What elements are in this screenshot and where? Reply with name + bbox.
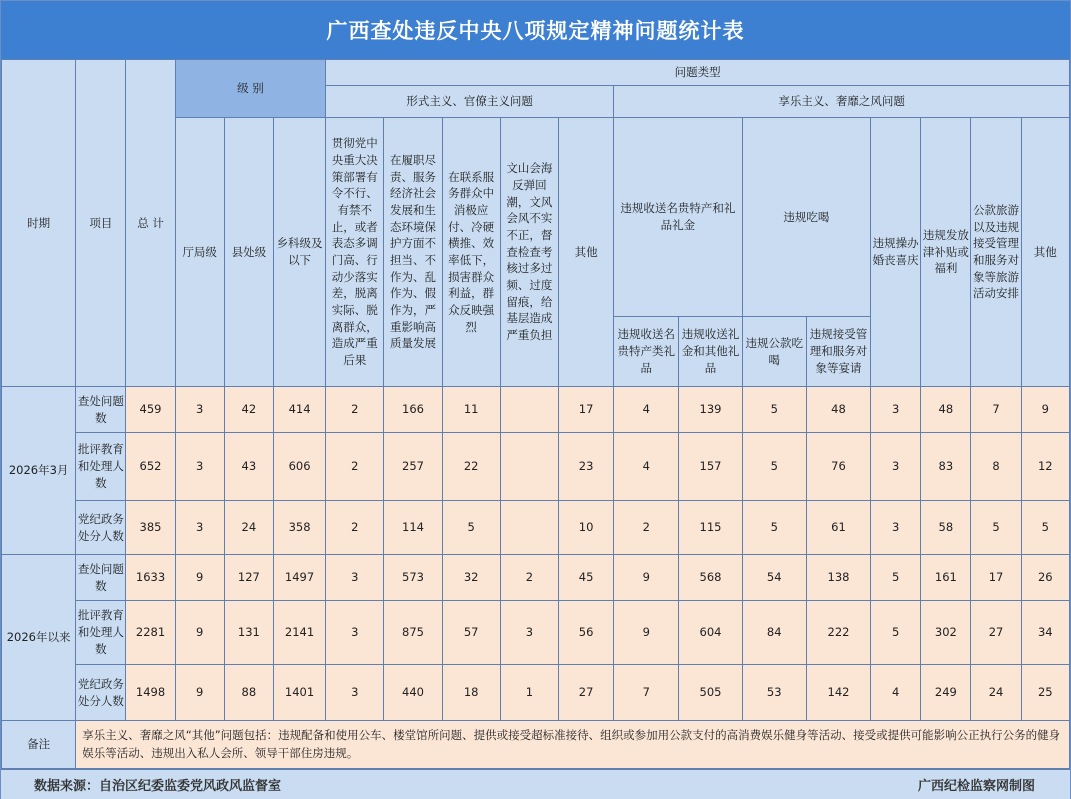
value-cell: 48 [921,387,971,433]
value-cell: 2 [614,501,679,555]
value-cell: 3 [871,501,921,555]
value-cell: 161 [921,555,971,601]
value-cell: 139 [679,387,742,433]
value-cell: 76 [806,433,870,501]
period-cell: 2026年以来 [2,555,76,721]
header-formalism-3: 在联系服务群众中消极应付、冷硬横推、效率低下，损害群众利益，群众反映强烈 [442,118,500,387]
value-cell: 249 [921,665,971,721]
stats-table [1,59,1070,769]
value-cell: 53 [742,665,806,721]
notes-row [2,721,1070,769]
footer [1,769,1070,799]
value-cell: 22 [442,433,500,501]
header-formalism-other: 其他 [558,118,613,387]
value-cell: 3 [175,501,224,555]
value-cell: 1498 [126,665,175,721]
notes-label: 备注 [2,721,76,769]
value-cell: 1633 [126,555,175,601]
header-total: 总 计 [126,60,175,387]
value-cell: 4 [871,665,921,721]
value-cell: 302 [921,601,971,665]
header-item: 项目 [76,60,126,387]
value-cell: 5 [1021,501,1069,555]
value-cell: 9 [614,555,679,601]
table-row [2,501,1070,555]
page-title: 广西查处违反中央八项规定精神问题统计表 [326,19,745,43]
value-cell: 9 [175,555,224,601]
value-cell: 459 [126,387,175,433]
header-gift-specialty: 违规收送名贵特产类礼品 [614,317,679,387]
header-hedonism: 享乐主义、奢靡之风问题 [614,86,1070,118]
value-cell: 56 [558,601,613,665]
value-cell: 505 [679,665,742,721]
value-cell: 10 [558,501,613,555]
value-cell: 24 [971,665,1021,721]
value-cell [500,501,558,555]
item-cell: 党纪政务处分人数 [76,665,126,721]
value-cell: 5 [742,387,806,433]
value-cell: 5 [971,501,1021,555]
header-gift-cash: 违规收送礼金和其他礼品 [679,317,742,387]
value-cell: 84 [742,601,806,665]
header-formalism: 形式主义、官僚主义问题 [326,86,614,118]
table-row [2,555,1070,601]
value-cell: 440 [384,665,442,721]
value-cell: 568 [679,555,742,601]
value-cell: 114 [384,501,442,555]
value-cell: 2141 [273,601,325,665]
header-level-group: 级 别 [175,60,326,118]
value-cell: 573 [384,555,442,601]
value-cell: 3 [871,387,921,433]
value-cell: 61 [806,501,870,555]
value-cell: 27 [971,601,1021,665]
table-row [2,433,1070,501]
value-cell: 3 [175,387,224,433]
value-cell: 26 [1021,555,1069,601]
value-cell: 4 [614,433,679,501]
value-cell: 11 [442,387,500,433]
value-cell: 24 [224,501,273,555]
value-cell: 34 [1021,601,1069,665]
value-cell: 166 [384,387,442,433]
table-row [2,601,1070,665]
header-hedonism-wedding: 违规操办婚丧喜庆 [871,118,921,387]
value-cell: 54 [742,555,806,601]
value-cell: 1 [500,665,558,721]
value-cell: 5 [871,601,921,665]
data-source: 数据来源：自治区纪委监委党风政风监督室 [34,779,282,794]
value-cell: 127 [224,555,273,601]
value-cell: 88 [224,665,273,721]
value-cell: 222 [806,601,870,665]
item-cell: 查处问题数 [76,387,126,433]
header-level-xiang: 乡科级及以下 [273,118,325,387]
item-cell: 批评教育和处理人数 [76,433,126,501]
value-cell: 257 [384,433,442,501]
value-cell: 385 [126,501,175,555]
header-problem-type: 问题类型 [326,60,1070,86]
notes-text: 享乐主义、奢靡之风“其他”问题包括：违规配备和使用公车、楼堂馆所问题、提供或接受超标准接待、组织或参加用公款支付的高消费娱乐健身等活动、接受或提供可能影响公正执行公务的健身娱乐等活动、违规出入私人会所、领导干部住房违规。 [76,721,1070,769]
table-row [2,387,1070,433]
value-cell: 414 [273,387,325,433]
table-row [2,665,1070,721]
period-cell: 2026年3月 [2,387,76,555]
value-cell: 2 [326,433,384,501]
header-level-xian: 县处级 [224,118,273,387]
header-hedonism-gift: 违规收送名贵特产和礼品礼金 [614,118,742,317]
value-cell: 12 [1021,433,1069,501]
value-cell: 4 [614,387,679,433]
header-formalism-2: 在履职尽责、服务经济社会发展和生态环境保护方面不担当、不作为、乱作为、假作为，严重影响高质量发展 [384,118,442,387]
header-formalism-1: 贯彻党中央重大决策部署有令不行、有禁不止，或者表态多调门高、行动少落实差，脱离实际、脱离群众，造成严重后果 [326,118,384,387]
value-cell: 3 [871,433,921,501]
value-cell: 3 [500,601,558,665]
value-cell: 3 [175,433,224,501]
value-cell: 1497 [273,555,325,601]
value-cell: 115 [679,501,742,555]
item-cell: 党纪政务处分人数 [76,501,126,555]
value-cell: 17 [971,555,1021,601]
item-cell: 批评教育和处理人数 [76,601,126,665]
value-cell: 8 [971,433,1021,501]
header-eat-public: 违规公款吃喝 [742,317,806,387]
value-cell: 9 [614,601,679,665]
value-cell: 48 [806,387,870,433]
value-cell: 9 [1021,387,1069,433]
value-cell: 5 [742,433,806,501]
credit: 广西纪检监察网制图 [917,779,1035,794]
header-hedonism-subsidy: 违规发放津补贴或福利 [921,118,971,387]
header-level-ting: 厅局级 [175,118,224,387]
value-cell: 652 [126,433,175,501]
value-cell: 2 [500,555,558,601]
value-cell: 9 [175,601,224,665]
value-cell: 157 [679,433,742,501]
header-formalism-4: 文山会海反弹回潮，文风会风不实不正，督查检查考核过多过频、过度留痕，给基层造成严重负担 [500,118,558,387]
value-cell: 5 [871,555,921,601]
value-cell: 58 [921,501,971,555]
value-cell: 9 [175,665,224,721]
title-bar [1,1,1070,59]
header-eat-banquet: 违规接受管理和服务对象等宴请 [806,317,870,387]
value-cell: 606 [273,433,325,501]
value-cell: 23 [558,433,613,501]
value-cell: 604 [679,601,742,665]
item-cell: 查处问题数 [76,555,126,601]
value-cell: 7 [614,665,679,721]
value-cell: 5 [442,501,500,555]
value-cell: 25 [1021,665,1069,721]
value-cell: 7 [971,387,1021,433]
value-cell: 42 [224,387,273,433]
value-cell: 45 [558,555,613,601]
value-cell: 83 [921,433,971,501]
value-cell [500,433,558,501]
value-cell: 18 [442,665,500,721]
value-cell: 138 [806,555,870,601]
value-cell: 32 [442,555,500,601]
value-cell: 358 [273,501,325,555]
value-cell: 142 [806,665,870,721]
value-cell: 3 [326,601,384,665]
header-hedonism-other: 其他 [1021,118,1069,387]
value-cell: 131 [224,601,273,665]
value-cell: 875 [384,601,442,665]
value-cell: 3 [326,665,384,721]
value-cell: 2 [326,501,384,555]
value-cell [500,387,558,433]
header-period: 时期 [2,60,76,387]
value-cell: 3 [326,555,384,601]
value-cell: 2281 [126,601,175,665]
value-cell: 43 [224,433,273,501]
value-cell: 5 [742,501,806,555]
value-cell: 2 [326,387,384,433]
value-cell: 27 [558,665,613,721]
value-cell: 1401 [273,665,325,721]
value-cell: 17 [558,387,613,433]
value-cell: 57 [442,601,500,665]
header-hedonism-travel: 公款旅游以及违规接受管理和服务对象等旅游活动安排 [971,118,1021,387]
header-hedonism-eat: 违规吃喝 [742,118,870,317]
